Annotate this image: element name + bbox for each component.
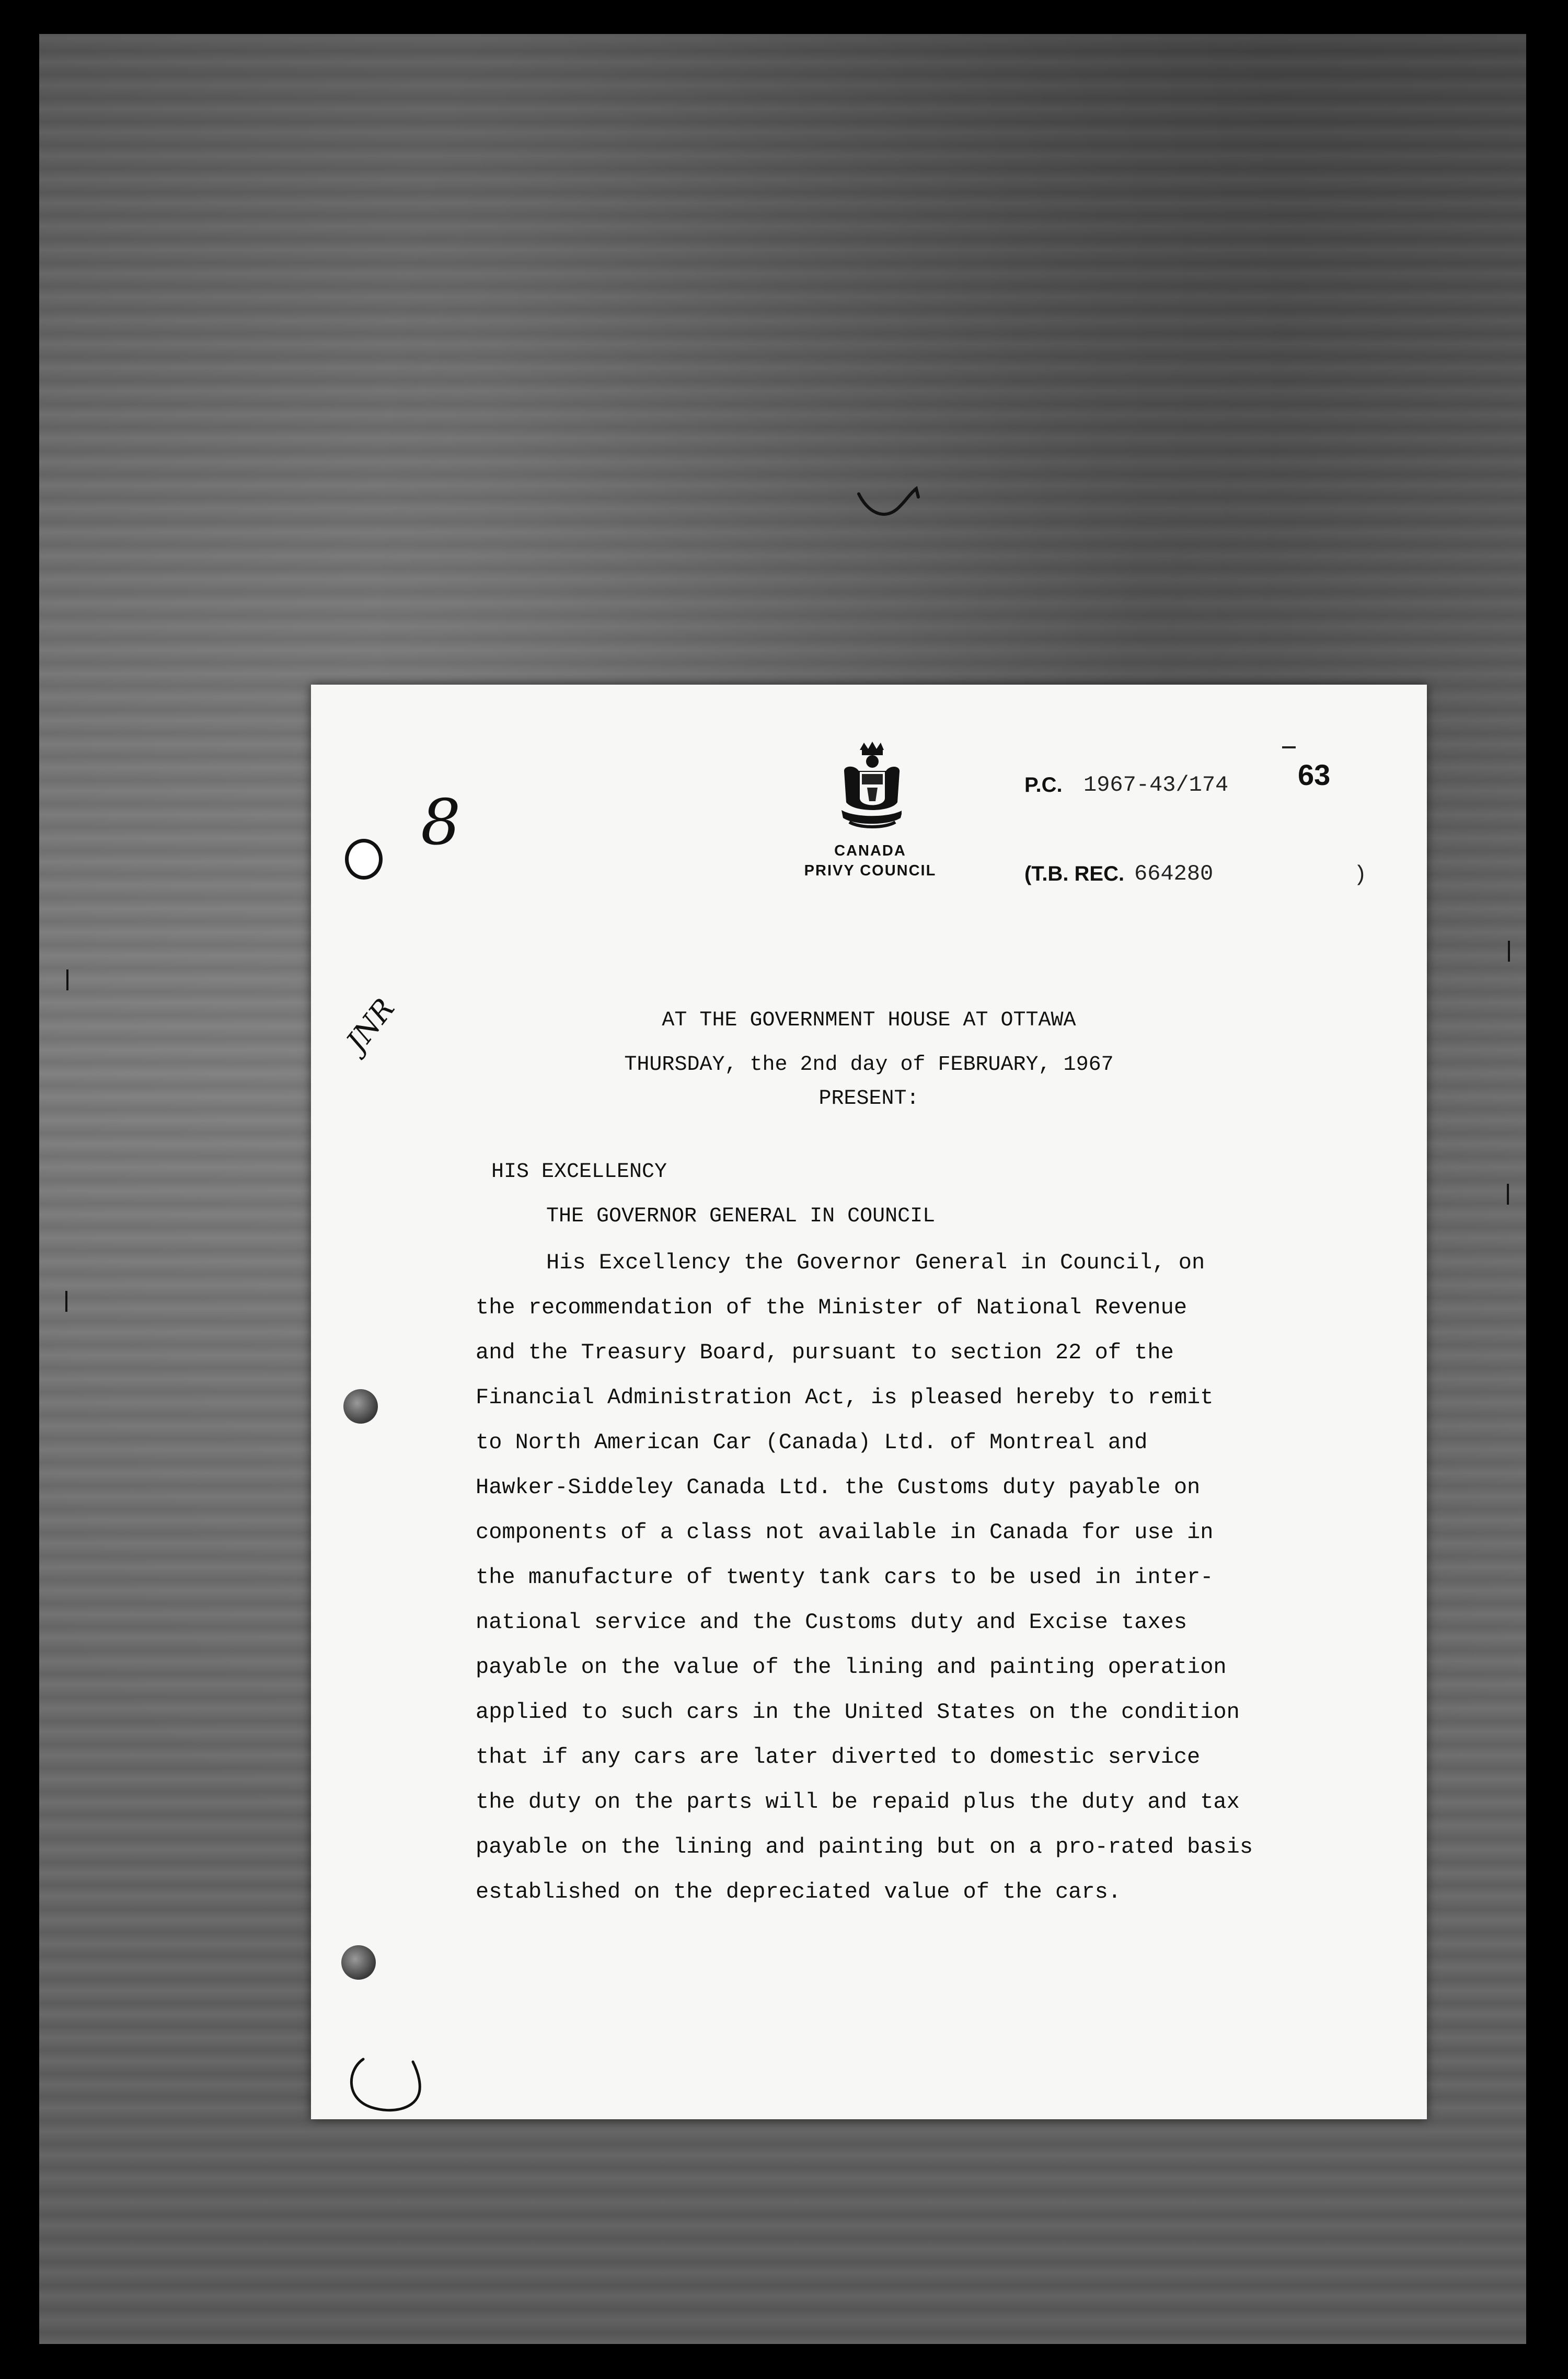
pencil-bracket-mark bbox=[335, 2049, 439, 2127]
body-line: that if any cars are later diverted to domestic service bbox=[476, 1745, 1201, 1770]
present-line: PRESENT: bbox=[818, 1087, 919, 1111]
canada-coat-of-arms-icon bbox=[839, 740, 902, 831]
tb-rec-label: (T.B. REC. bbox=[1024, 862, 1125, 885]
pc-number: 1967-43/174 bbox=[1083, 772, 1229, 798]
body-line: the recommendation of the Minister of National Revenue bbox=[476, 1295, 1187, 1320]
body-line: the duty on the parts will be repaid plus the duty and tax bbox=[476, 1789, 1240, 1815]
body-line: Hawker-Siddeley Canada Ltd. the Customs duty payable on bbox=[476, 1475, 1201, 1500]
body-line: payable on the lining and painting but on a pro-rated basis bbox=[476, 1834, 1253, 1860]
crest-label-canada: CANADA bbox=[834, 842, 906, 859]
margin-tick-left-2 bbox=[65, 1291, 67, 1312]
governor-general-heading: THE GOVERNOR GENERAL IN COUNCIL bbox=[546, 1205, 936, 1228]
margin-tick-right-2 bbox=[1507, 1184, 1509, 1205]
body-line: His Excellency the Governor General in Council, on bbox=[546, 1250, 1205, 1275]
margin-tick-right-1 bbox=[1508, 941, 1510, 962]
his-excellency-heading: HIS EXCELLENCY bbox=[491, 1160, 667, 1184]
location-line: AT THE GOVERNMENT HOUSE AT OTTAWA bbox=[662, 1009, 1076, 1032]
scanned-background bbox=[39, 34, 1526, 2344]
pencil-check-mark bbox=[855, 473, 928, 530]
body-line: established on the depreciated value of the cars. bbox=[476, 1879, 1122, 1904]
body-line: the manufacture of twenty tank cars to be used in inter- bbox=[476, 1565, 1214, 1590]
tb-rec-close-paren: ) bbox=[1354, 862, 1367, 887]
date-line: THURSDAY, the 2nd day of FEBRUARY, 1967 bbox=[624, 1053, 1114, 1077]
body-line: national service and the Customs duty and Excise taxes bbox=[476, 1610, 1187, 1635]
pc-label: P.C. bbox=[1024, 773, 1063, 796]
margin-tick-left-1 bbox=[66, 969, 68, 990]
body-line: components of a class not available in Canada for use in bbox=[476, 1520, 1214, 1545]
body-line: applied to such cars in the United States on the condition bbox=[476, 1700, 1240, 1725]
body-line: Financial Administration Act, is pleased hereby to remit bbox=[476, 1385, 1214, 1410]
page-number: 63 bbox=[1298, 758, 1331, 791]
handwritten-initials: JNR bbox=[340, 992, 401, 1058]
punch-hole-middle bbox=[343, 1389, 378, 1424]
document-page bbox=[311, 685, 1427, 2119]
tb-rec-number: 664280 bbox=[1134, 861, 1214, 886]
header-dash bbox=[1282, 746, 1296, 748]
crest-label-privy-council: PRIVY COUNCIL bbox=[804, 862, 937, 879]
body-line: payable on the value of the lining and painting operation bbox=[476, 1655, 1227, 1680]
punch-hole-top bbox=[345, 839, 383, 880]
body-line: and the Treasury Board, pursuant to section 22 of the bbox=[476, 1340, 1174, 1365]
handwritten-margin-number: 8 bbox=[421, 787, 461, 859]
body-line: to North American Car (Canada) Ltd. of Montreal and bbox=[476, 1430, 1148, 1455]
punch-hole-bottom bbox=[341, 1945, 376, 1980]
